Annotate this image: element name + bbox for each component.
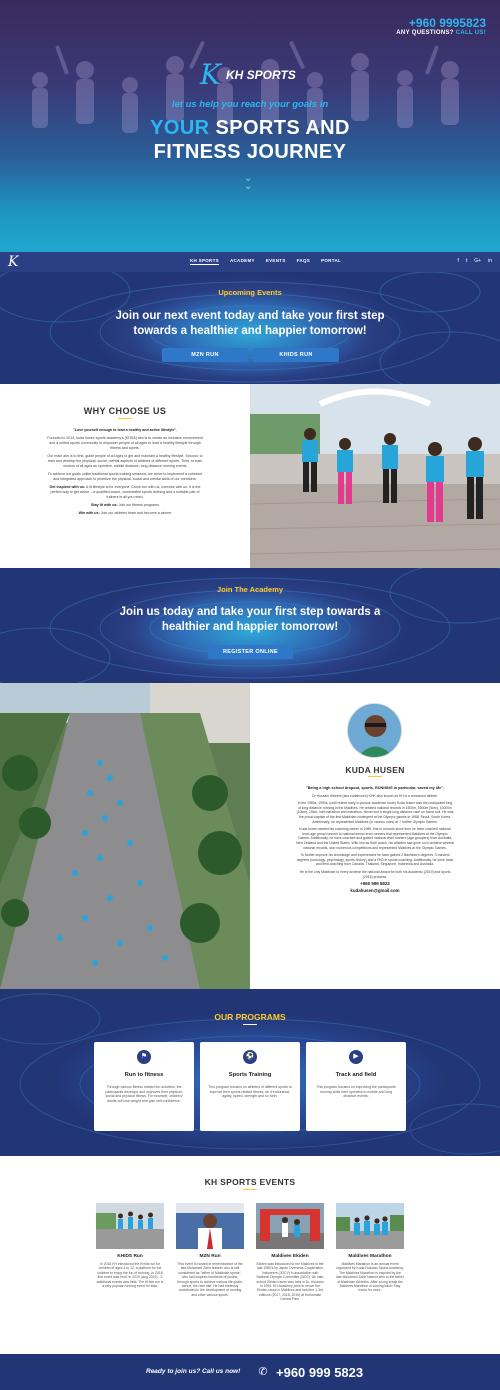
headline-line2: FITNESS JOURNEY (153, 141, 347, 163)
program-desc: This program focuses on improving the participants running skills from sprinters to middle and long distance events. (316, 1085, 396, 1099)
event-photo (176, 1203, 244, 1249)
why-p5-lead: Stay fit with us: (91, 503, 118, 507)
bio-body (296, 786, 454, 896)
scroll-down-icon[interactable]: ⌄ ⌄ (244, 173, 253, 192)
academy-eyebrow: Join The Academy (217, 585, 283, 594)
logo-text: KH SPORTS (226, 68, 296, 82)
upcoming-events-section (0, 272, 500, 384)
why-paragraph-1: Founded in 2014, kuda husen sports academy's (KHSA) aim is to create an inclusive environment and a united sports community to empower people of all ages to lead a healthy lifestyle through fitness and sports. (47, 436, 203, 450)
register-online-button[interactable]: REGISTER ONLINE (208, 645, 293, 659)
google-plus-icon[interactable]: G+ (474, 258, 482, 264)
headline-line1: SPORTS AND (209, 117, 350, 139)
hero-banner (0, 0, 500, 252)
why-paragraph-4 (45, 485, 205, 500)
any-questions-label: ANY QUESTIONS? (396, 30, 456, 36)
academy-title-line1: Join us today and take your first step towards a (119, 606, 381, 618)
event-title: Maldives Marathon (348, 1254, 392, 1259)
why-choose-us-section (0, 384, 250, 568)
bio-paragraph-4: To further improve his knowledge and experienced he have gained 2 Bachelor's degrees, 3 masters degrees (sociology, psychology, sports history) and a PhD in sports coaching. Additionally, he done track and field coaching from Canada, Thailand, Singapore, Indonesia and Australia. (296, 853, 454, 867)
title-underline (118, 418, 132, 419)
title-underline (243, 1189, 257, 1190)
kh-sports-events-section (0, 1156, 500, 1354)
bio-paragraph-5: He is the only Maldivian to every achieve the national award for both his academic (2019) and sports (2016) prowess. (299, 869, 451, 879)
khids-run-button[interactable]: KHIDS RUN (253, 348, 339, 362)
bio-name: KUDA HUSEN (345, 765, 405, 775)
event-title: Maldives Ekiden (271, 1254, 309, 1259)
bio-paragraph-1: Dr Hussain Haleem (aka kudahusen) KHK also known as KH is a renowned athlete. (312, 793, 438, 798)
any-questions (396, 30, 486, 36)
why-p4-text: A fit lifestyle is for everyone. Come run with us, exercise with us. It is the perfect way to get active – a qualified coach, comfortable sports clothing and a suitable pair of trainers is all you need. (50, 485, 201, 499)
kuda-husen-bio (250, 683, 500, 989)
track-icon: ▶ (349, 1050, 363, 1064)
event-desc: Maldives Marathon is an annual event organized by Kuda Hussain Sports Academy. The Maldives Marathon is inspired by the late Mohamed Zahir Naseer who is the father of Maldivian Athletics. After a long break the Maldives Marathon is coming back! Stay tuned for more. (336, 1262, 404, 1293)
why-p6-lead: Win with us: (78, 511, 100, 515)
runner-icon: ⚑ (137, 1050, 151, 1064)
event-photo (256, 1203, 324, 1249)
program-title: Track and field (335, 1072, 377, 1078)
hero-tagline: let us help you reach your goals in (171, 99, 329, 110)
marathon-aerial-photo (0, 683, 250, 989)
why-paragraph-2: Our main aim is to first, guide people of all ages to get and maintain a healthy lifestyle. Second, to train and develop the physical, social, mental aspects of athletes of different sports. Third, to train runners of all ages as sprinters, middle distance, long distance running events. (47, 454, 203, 468)
why-quote: "Love yourself enough to lead a healthy and active lifestyle". (73, 428, 177, 432)
event-card-maldives-ekiden[interactable] (256, 1203, 324, 1302)
nav-menu (190, 258, 341, 265)
program-desc: This program focuses on athletes of different sports to improve their sports related fitness, be it endurance, agility, speed, strength and so forth. (208, 1085, 292, 1099)
event-desc: In 2018 KH introduced the KHids run for children of ages 4 to 12, a platform for the children to enjoy the fun of running. In 2018 first event was held. In 2019 (Aug 2019) - 2 additional events was held. The KHids run is a very popular running event for kids. (96, 1262, 164, 1289)
academy-title-line2: healthier and happier tomorrow! (161, 621, 339, 633)
upcoming-title-line1: Join our next event today and take your first step (115, 310, 385, 322)
program-card-track-and-field[interactable] (306, 1042, 406, 1131)
event-card-khids-run[interactable] (96, 1203, 164, 1288)
our-programs-section (0, 989, 500, 1156)
call-us-link[interactable]: CALL US! (455, 30, 486, 36)
nav-item-portal[interactable]: PORTAL (321, 258, 342, 263)
event-title: KHIDS Run (117, 1254, 143, 1259)
bio-email[interactable]: kudahusen@gmail.com (350, 887, 400, 893)
why-body (45, 428, 205, 519)
mzn-run-button[interactable]: MZN RUN (162, 348, 248, 362)
title-underline (368, 776, 382, 777)
program-card-sports-training[interactable] (200, 1042, 300, 1131)
event-title: MZN Run (199, 1254, 221, 1259)
event-card-maldives-marathon[interactable] (336, 1203, 404, 1293)
academy-title (0, 605, 500, 635)
bio-quote: "Being a high school dropout, sports, RUNNING in particular, saved my life". (305, 786, 445, 790)
logo-mark: K (200, 58, 221, 91)
bio-paragraph-2: In the 1980s, 1990s, (until retired early to pursue academic route) Kuda husen was the undisputed king of long distance running in the Maldives. He created national records in 1500m, 5000m (5km), 10000m (10km), 20km, half marathon and marathon. Never lost a single long distance race on home soil. He was the proud captain of the first Maldivian contingent at the Olympic games in 1988, Seoul, South Korea. Additionally, he represented Maldives (in various roles) at 7 further Olympic Games. (296, 801, 454, 824)
ball-icon: ⚽ (243, 1050, 257, 1064)
header-phone[interactable]: +960 9995823 (408, 16, 486, 30)
phone-icon: ✆ (258, 1366, 268, 1378)
upcoming-title (0, 309, 500, 339)
why-p4-lead: Get inspired with us: (49, 485, 86, 489)
kids-running-photo (250, 384, 500, 568)
program-card-run-to-fitness[interactable] (94, 1042, 194, 1131)
nav-item-kh-sports[interactable]: KH SPORTS (190, 258, 219, 263)
bio-phone[interactable]: +960 999 5823 (360, 881, 390, 887)
site-logo[interactable] (200, 58, 310, 91)
programs-title: OUR PROGRAMS (214, 1012, 286, 1022)
footer-cta-text: Ready to join us? Call us now! (146, 1368, 241, 1375)
nav-item-faqs[interactable]: FAQS (296, 258, 311, 263)
why-p6-text: Join our athletes team and become a winner (99, 511, 172, 515)
nav-item-events[interactable]: EVENTS (265, 258, 286, 263)
hero-headline (0, 116, 500, 164)
social-links (458, 258, 493, 264)
events-title: KH SPORTS EVENTS (204, 1177, 296, 1187)
twitter-icon[interactable]: t (465, 258, 468, 264)
upcoming-eyebrow: Upcoming Events (218, 288, 282, 297)
program-title: Run to fitness (124, 1072, 164, 1078)
main-navigation (0, 252, 500, 272)
footer-call-bar (0, 1354, 500, 1390)
bio-paragraph-3: Kuda husen started his coaching career in 1989, first to schools since then he have coached national level age group runners to national senior level runners that represented Maldives at the Olympic Games. Additionally, he have coached and guided national level runners (age groupers) from Australia, New Zealand and the United States. With him as their coach, his athletes had gone on to achieve several national records, won numerous competitions and represented Maldives at the Olympic Games. (296, 827, 454, 850)
nav-item-academy[interactable]: ACADEMY (229, 258, 255, 263)
nav-logo[interactable]: K (8, 254, 19, 270)
event-desc: Ekiden was introduced to the Maldives in the late 1980's by Japan Overseas Cooperation Volunteers (JOCV) in association with National Olympic Committee (NOC). An inter school Ekiden races was held in Dr. Husham in 1994. KH Academy joins to revive the Ekiden races in Maldives and held the 1-3rd editions (2017, 2018, 2019) at Hulhumale Central Park. (256, 1262, 324, 1302)
event-desc: This event is hosted in remembrance of the late Mohamed Zahir Naseer who is still considered as "father of Maldivian sports", who had inspired hundreds of youths, through sports to achieve various life goals; hence, the race title. He had tirelessly contributed to the development of running and other various sports. (177, 1262, 243, 1297)
upcoming-title-line2: towards a healthier and happier tomorrow! (133, 325, 367, 337)
why-paragraph-3: To achieve our goals unlike traditional sports training sessions, we strive to implement a cohesive and integrated approach to prioritize the physical, social and mental skills of our members. (47, 472, 203, 481)
event-card-mzn-run[interactable] (176, 1203, 244, 1297)
why-title: WHY CHOOSE US (83, 406, 167, 416)
event-photo (96, 1203, 164, 1249)
facebook-icon[interactable]: f (457, 258, 459, 264)
join-academy-section (0, 568, 500, 683)
program-title: Sports Training (228, 1072, 272, 1078)
avatar (347, 703, 402, 758)
why-paragraph-6 (45, 511, 205, 516)
linkedin-icon[interactable]: in (488, 258, 492, 264)
headline-accent: YOUR (150, 117, 210, 139)
program-desc: Through various fitness related fun activities, the participants develops and improves their physical, social and physical fitness. For example, children/ adults will lose weight and gain self-confidence. (105, 1085, 183, 1103)
footer-phone[interactable]: +960 999 5823 (276, 1365, 364, 1380)
why-paragraph-5 (45, 503, 205, 508)
event-photo (336, 1203, 404, 1249)
title-underline (243, 1024, 257, 1025)
why-p5-text: Join our fitness programs (117, 503, 159, 507)
